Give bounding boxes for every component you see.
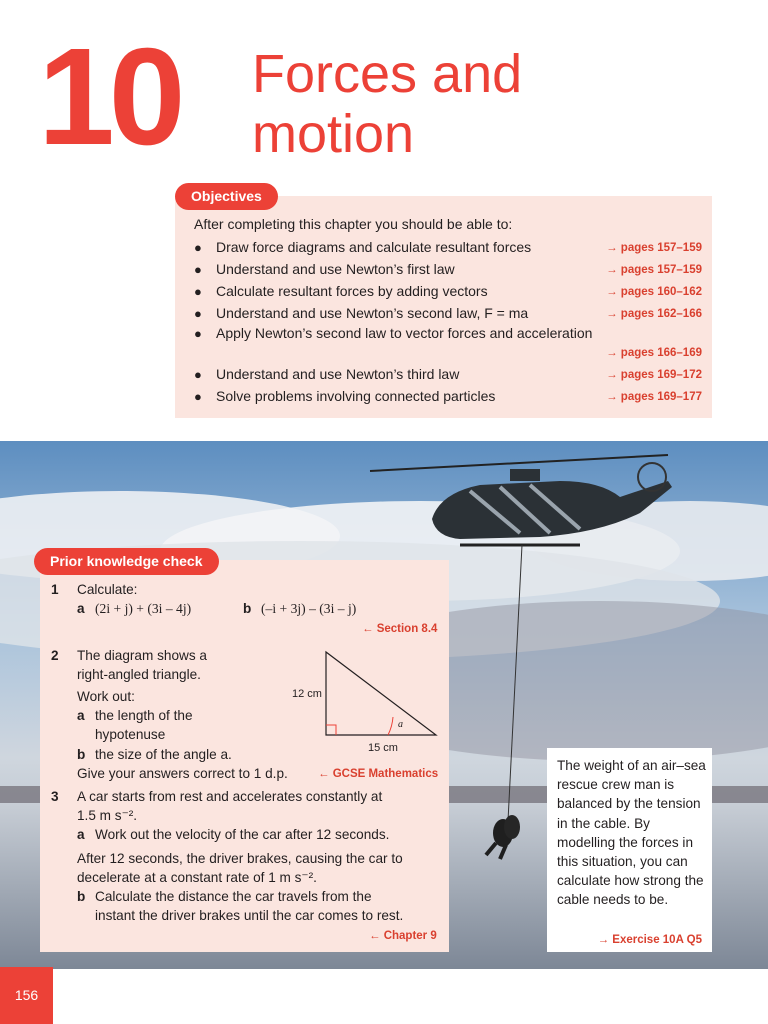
part-label: b bbox=[77, 747, 86, 762]
photo-caption bbox=[547, 748, 712, 952]
objective-item bbox=[194, 366, 459, 382]
part-text: (–i + 3j) – (3i – j) bbox=[261, 601, 357, 616]
objective-text: Draw force diagrams and calculate resultant forces bbox=[216, 239, 532, 255]
chapter-title-line2: motion bbox=[252, 104, 415, 164]
chapter-number: 10 bbox=[38, 20, 180, 174]
chapter-title bbox=[252, 44, 522, 164]
triangle-diagram bbox=[280, 645, 450, 760]
objective-text: Understand and use Newton’s third law bbox=[216, 366, 460, 382]
objective-pages: → pages 166–169 bbox=[606, 347, 702, 359]
bullet-icon: ● bbox=[194, 284, 202, 299]
objective-text: Calculate resultant forces by adding vectors bbox=[216, 283, 488, 299]
cross-reference: ← Section 8.4 bbox=[362, 623, 438, 635]
question-number: 2 bbox=[51, 648, 59, 663]
question-number: 3 bbox=[51, 789, 59, 804]
objectives-intro: After completing this chapter you should be able to: bbox=[194, 216, 513, 232]
angle-label: a bbox=[398, 719, 403, 730]
question-text: Work out: bbox=[77, 689, 135, 704]
cross-reference: ← Chapter 9 bbox=[369, 930, 437, 942]
side-label-vertical: 12 cm bbox=[292, 688, 322, 700]
cross-reference: → Exercise 10A Q5 bbox=[597, 934, 702, 946]
question-number: 1 bbox=[51, 582, 59, 597]
objective-pages: → pages 157–159 bbox=[606, 264, 702, 276]
question-text: The diagram shows a bbox=[77, 648, 207, 663]
question-text: 1.5 m s⁻². bbox=[77, 808, 138, 823]
objective-pages: → pages 157–159 bbox=[606, 242, 702, 254]
bullet-icon: ● bbox=[194, 367, 202, 382]
part-label: b bbox=[77, 889, 86, 904]
objective-pages: → pages 160–162 bbox=[606, 286, 702, 298]
part-text: the size of the angle a. bbox=[95, 747, 232, 762]
part-label: a bbox=[77, 601, 85, 616]
question-text: After 12 seconds, the driver brakes, causing the car to bbox=[77, 851, 403, 866]
objective-item bbox=[194, 283, 488, 299]
question-text: A car starts from rest and accelerates constantly at bbox=[77, 789, 383, 804]
objective-pages: → pages 169–172 bbox=[606, 369, 702, 381]
bullet-icon: ● bbox=[194, 240, 202, 255]
question-text: Give your answers correct to 1 d.p. bbox=[77, 766, 288, 781]
part-text: Calculate the distance the car travels from the bbox=[95, 889, 372, 904]
bullet-icon: ● bbox=[194, 306, 202, 321]
bullet-icon: ● bbox=[194, 389, 202, 404]
part-text: (2i + j) + (3i – 4j) bbox=[95, 601, 192, 616]
objective-pages: → pages 162–166 bbox=[606, 308, 702, 320]
bullet-icon: ● bbox=[194, 262, 202, 277]
part-text: Work out the velocity of the car after 12 seconds. bbox=[95, 827, 390, 842]
side-label-horizontal: 15 cm bbox=[368, 742, 398, 754]
part-label: a bbox=[77, 708, 85, 723]
caption-text: The weight of an air–sea rescue crew man is balanced by the tension in the cable. By modelling the forces in this situation, you can calculate how strong the cable needs to be. bbox=[557, 758, 706, 908]
question-text: Calculate: bbox=[77, 582, 138, 597]
page-number: 156 bbox=[0, 967, 53, 1024]
part-text: hypotenuse bbox=[95, 727, 166, 742]
objective-item bbox=[194, 305, 528, 321]
part-text: instant the driver brakes until the car comes to rest. bbox=[95, 908, 404, 923]
objective-text: Understand and use Newton’s first law bbox=[216, 261, 455, 277]
objective-item bbox=[194, 261, 455, 277]
objective-item bbox=[194, 325, 592, 341]
question-text: right-angled triangle. bbox=[77, 667, 201, 682]
objectives-tab: Objectives bbox=[175, 183, 278, 210]
objective-item bbox=[194, 388, 495, 404]
angle-arc bbox=[388, 717, 393, 735]
part-label: b bbox=[243, 601, 252, 616]
prior-knowledge-tab: Prior knowledge check bbox=[34, 548, 219, 575]
bullet-icon: ● bbox=[194, 326, 202, 341]
objective-pages: → pages 169–177 bbox=[606, 391, 702, 403]
objective-text: Apply Newton’s second law to vector forces and acceleration bbox=[216, 325, 593, 341]
triangle-shape bbox=[326, 652, 436, 735]
cross-reference: ← GCSE Mathematics bbox=[318, 768, 439, 780]
part-label: a bbox=[77, 827, 85, 842]
objective-text: Understand and use Newton’s second law, F = ma bbox=[216, 305, 529, 321]
chapter-title-line1: Forces and bbox=[252, 44, 523, 104]
objective-item bbox=[194, 239, 531, 255]
question-text: decelerate at a constant rate of 1 m s⁻². bbox=[77, 870, 317, 885]
right-angle-marker bbox=[326, 725, 336, 735]
objective-text: Solve problems involving connected particles bbox=[216, 388, 496, 404]
part-text: the length of the bbox=[95, 708, 193, 723]
